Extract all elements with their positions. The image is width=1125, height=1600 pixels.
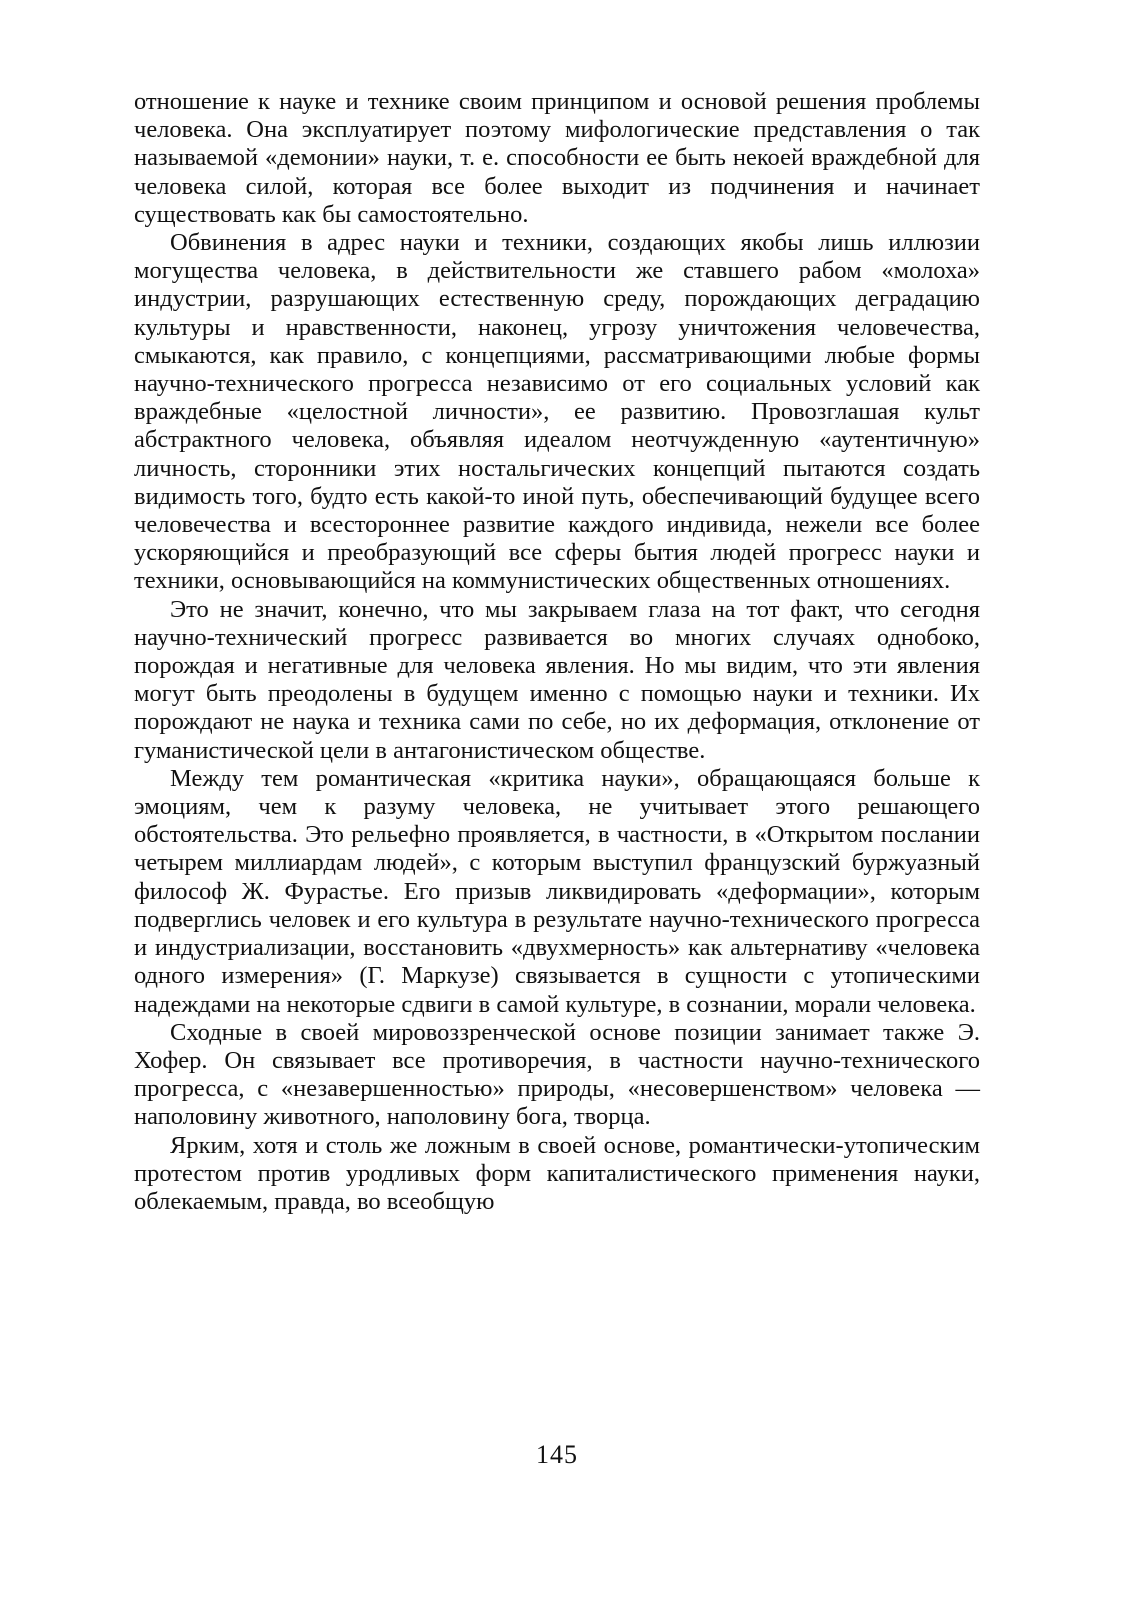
page-number: 145 <box>536 1440 578 1469</box>
book-page <box>134 88 980 1568</box>
paragraph-6: Ярким, хотя и столь же ложным в своей основе, романтически-утопическим протестом против уродливых форм капиталистического применения науки, облекаемым, правда, во всеобщую <box>134 1131 980 1215</box>
body-text <box>134 88 980 1216</box>
paragraph-4: Между тем романтическая «критика науки», обращающаяся больше к эмоциям, чем к разуму человека, не учитывает этого решающего обстоятельства. Это рельефно проявляется, в частности, в «Открытом послании четырем миллиардам людей», с которым выступил французский буржуазный философ Ж. Фурастье. Его призыв ликвидировать «деформации», которым подверглись человек и его культура в результате научно-технического прогресса и индустриализации, восстановить «двухмерность» как альтернативу «человека одного измерения» (Г. Маркузе) связывается в сущности с утопическими надеждами на некоторые сдвиги в самой культуре, в сознании, морали человека. <box>134 764 980 1018</box>
paragraph-1: отношение к науке и технике своим принципом и основой решения проблемы человека. Она эксплуатирует поэтому мифологические представления о так называемой «демонии» науки, т. е. способности ее быть некоей враждебной для человека силой, которая все более выходит из подчинения и начинает существовать как бы самостоятельно. <box>134 88 980 228</box>
paragraph-5: Сходные в своей мировоззренческой основе позиции занимает также Э. Хофер. Он связывает все противоречия, в частности научно-технического прогресса, с «незавершенностью» природы, «несовершенством» человека — наполовину животного, наполовину бога, творца. <box>134 1018 980 1131</box>
paragraph-2: Обвинения в адрес науки и техники, создающих якобы лишь иллюзии могущества человека, в действительности же ставшего рабом «молоха» индустрии, разрушающих естественную среду, порождающих деградацию культуры и нравственности, наконец, угрозу уничтожения человечества, смыкаются, как правило, с концепциями, рассматривающими любые формы научно-технического прогресса независимо от его социальных условий как враждебные «целостной личности», ее развитию. Провозглашая культ абстрактного человека, объявляя идеалом неотчужденную «аутентичную» личность, сторонники этих ностальгических концепций пытаются создать видимость того, будто есть какой-то иной путь, обеспечивающий будущее всего человечества и всестороннее развитие каждого индивида, нежели все более ускоряющийся и преобразующий все сферы бытия людей прогресс науки и техники, основывающийся на коммунистических общественных отношениях. <box>134 229 980 595</box>
paragraph-3: Это не значит, конечно, что мы закрываем глаза на тот факт, что сегодня научно-технический прогресс развивается во многих случаях однобоко, порождая и негативные для человека явления. Но мы видим, что эти явления могут быть преодолены в будущем именно с помощью науки и техники. Их порождают не наука и техника сами по себе, но их деформация, отклонение от гуманистической цели в антагонистическом обществе. <box>134 595 980 764</box>
